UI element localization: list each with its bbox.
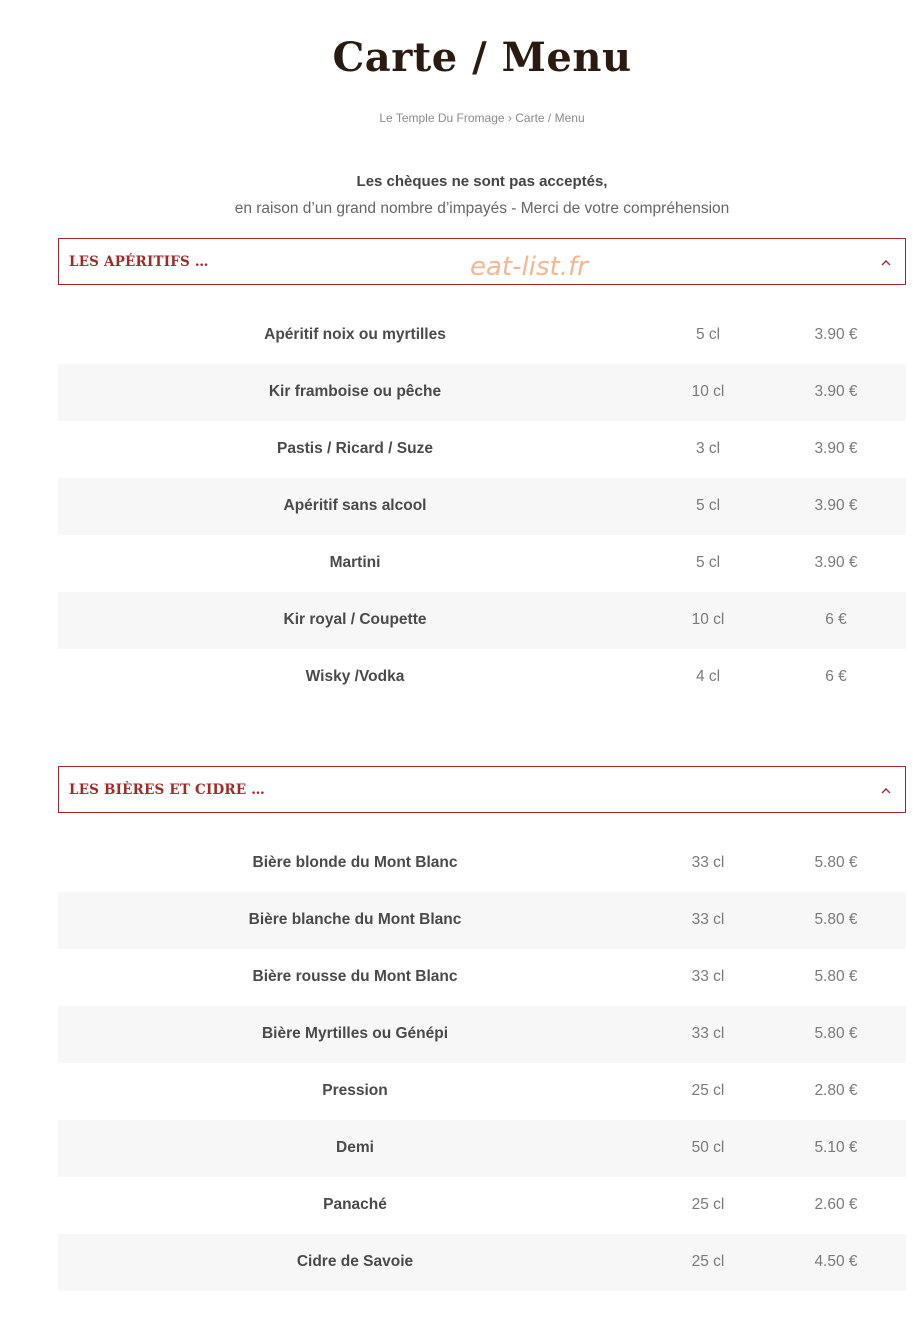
item-name: Bière blonde du Mont Blanc	[252, 854, 458, 871]
item-volume: 10 cl	[691, 611, 725, 628]
item-volume: 25 cl	[691, 1253, 725, 1270]
item-price: 3.90 €	[814, 383, 858, 400]
table-row	[58, 649, 906, 706]
breadcrumb-current: Carte / Menu	[515, 111, 585, 125]
item-name: Bière Myrtilles ou Génépi	[261, 1025, 449, 1042]
item-volume: 4 cl	[695, 668, 721, 685]
table-row	[58, 307, 906, 364]
item-price: 6 €	[825, 611, 847, 628]
item-name: Wisky /Vodka	[305, 668, 405, 685]
table-row	[58, 421, 906, 478]
item-price: 5.80 €	[814, 968, 858, 985]
breadcrumb-separator: ›	[507, 111, 512, 125]
section-rows-bieres	[58, 835, 906, 1291]
item-price: 3.90 €	[814, 497, 858, 514]
item-price: 6 €	[825, 668, 847, 685]
notice-light-text: en raison d’un grand nombre d’impayés - Merci de votre compréhension	[234, 200, 730, 217]
item-name: Cidre de Savoie	[296, 1253, 414, 1270]
section-header-bieres[interactable]	[58, 766, 906, 813]
item-volume: 5 cl	[695, 326, 721, 343]
item-price: 2.80 €	[814, 1082, 858, 1099]
item-volume: 25 cl	[691, 1082, 725, 1099]
item-name: Martini	[329, 554, 381, 571]
item-price: 5.80 €	[814, 854, 858, 871]
table-row	[58, 592, 906, 649]
table-row	[58, 1006, 906, 1063]
item-name: Demi	[336, 1139, 374, 1156]
item-name: Pression	[322, 1082, 388, 1099]
item-volume: 33 cl	[691, 968, 725, 985]
item-price: 3.90 €	[814, 326, 858, 343]
item-volume: 33 cl	[691, 1025, 725, 1042]
table-row	[58, 478, 906, 535]
section-rows-aperitifs	[58, 307, 906, 706]
item-volume: 5 cl	[695, 554, 721, 571]
notice-strong-text: Les chèques ne sont pas acceptés,	[356, 173, 608, 190]
item-price: 2.60 €	[814, 1196, 858, 1213]
table-row	[58, 535, 906, 592]
breadcrumb-home-link[interactable]: Le Temple Du Fromage	[379, 111, 505, 125]
table-row	[58, 1063, 906, 1120]
item-price: 5.80 €	[814, 1025, 858, 1042]
item-name: Pastis / Ricard / Suze	[277, 440, 433, 457]
item-price: 5.80 €	[814, 911, 858, 928]
chevron-up-icon[interactable]	[881, 258, 891, 268]
item-name: Kir royal / Coupette	[283, 611, 427, 628]
item-name: Apéritif sans alcool	[283, 497, 427, 514]
item-volume: 3 cl	[695, 440, 721, 457]
section-title: LES APÉRITIFS …	[69, 254, 209, 270]
item-price: 3.90 €	[814, 554, 858, 571]
table-row	[58, 1120, 906, 1177]
table-row	[58, 892, 906, 949]
watermark-logo: eat-list.fr	[470, 252, 588, 282]
table-row	[58, 1234, 906, 1291]
item-name: Bière blanche du Mont Blanc	[248, 911, 462, 928]
item-volume: 33 cl	[691, 911, 725, 928]
table-row	[58, 1177, 906, 1234]
section-title: LES BIÈRES ET CIDRE …	[69, 782, 265, 798]
page-title: Carte / Menu	[332, 34, 632, 81]
item-name: Bière rousse du Mont Blanc	[252, 968, 458, 985]
item-name: Kir framboise ou pêche	[268, 383, 442, 400]
item-price: 4.50 €	[814, 1253, 858, 1270]
table-row	[58, 835, 906, 892]
item-name: Apéritif noix ou myrtilles	[264, 326, 446, 343]
payment-notice	[0, 171, 924, 220]
breadcrumb	[0, 111, 924, 125]
table-row	[58, 949, 906, 1006]
item-volume: 25 cl	[691, 1196, 725, 1213]
item-volume: 50 cl	[691, 1139, 725, 1156]
item-price: 5.10 €	[814, 1139, 858, 1156]
chevron-up-icon[interactable]	[881, 786, 891, 796]
item-name: Panaché	[323, 1196, 387, 1213]
item-volume: 5 cl	[695, 497, 721, 514]
table-row	[58, 364, 906, 421]
item-volume: 33 cl	[691, 854, 725, 871]
item-volume: 10 cl	[691, 383, 725, 400]
item-price: 3.90 €	[814, 440, 858, 457]
